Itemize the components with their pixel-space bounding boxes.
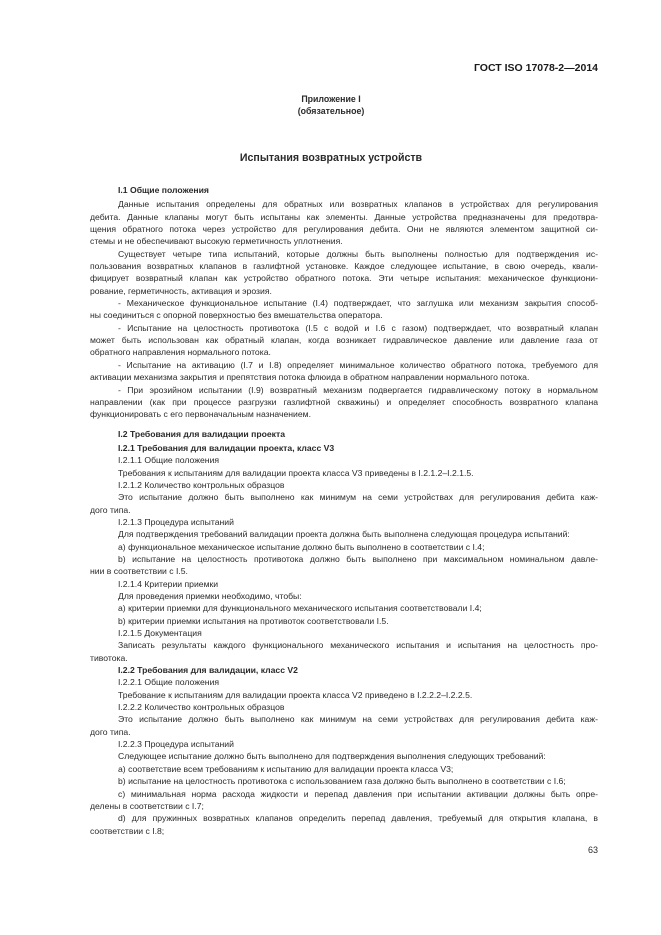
paragraph <box>90 676 598 688</box>
paragraph <box>90 541 598 553</box>
text-line: I.2.1.5 Документация <box>118 628 202 639</box>
paragraph <box>90 713 598 738</box>
text-line: делены в соответствии с I.7; <box>90 800 204 811</box>
section-heading <box>90 428 598 440</box>
text-line: - Испытание на целостность противотока (I.5 с водой и I.6 с газом) подтверждает, что возвратный клапан <box>118 322 598 333</box>
text-line: Для проведения приемки необходимо, чтобы: <box>118 591 302 601</box>
text-line: фицирует возвратный клапан как устройство обратного потока. Эти четыре испытания: механическое функциони- <box>90 273 598 284</box>
text-line: щения обратного потока через устройство для регулирования дебита. Они не являются элементом защитной си- <box>90 224 598 235</box>
text-line: I.2 Требования для валидации проекта <box>118 428 286 439</box>
text-line: b) критерии приемки испытания на противоток соответствовали I.5. <box>118 615 389 626</box>
page-number: 63 <box>587 845 598 855</box>
text-line: нии в соответствии с I.5. <box>90 566 188 577</box>
paragraph <box>90 775 598 787</box>
text-line: стемы и не обеспечивают высокую герметичность уплотнения. <box>90 236 343 247</box>
text-line: b) испытание на целостность противотока должно быть выполнено при максимальном номинальном давле- <box>118 553 598 564</box>
text-line: дого типа. <box>90 726 131 737</box>
text-line: I.1 Общие положения <box>118 185 209 195</box>
text-line: I.2.1.1 Общие положения <box>118 455 220 466</box>
text-line: I.2.2.3 Процедура испытаний <box>118 739 234 750</box>
annex-title: Приложение I <box>301 94 361 104</box>
subsection-heading <box>90 442 598 454</box>
text-line: ны соединиться с опорной поверхностью без вмешательства оператора. <box>90 310 383 321</box>
paragraph <box>90 750 598 762</box>
text-line: Требование к испытаниям для валидации проекта класса V2 приведено в I.2.2.2–I.2.2.5. <box>118 689 473 700</box>
text-line: рование, герметичность, активация и эрозия. <box>90 285 272 296</box>
text-line: I.2.1.4 Критерии приемки <box>118 578 219 589</box>
text-line: активации механизма закрытия и препятствия потока флюида в обратном направлении нормального потока. <box>90 372 530 383</box>
text-line: I.2.2 Требования для валидации, класс V2 <box>118 665 298 676</box>
text-line: a) функциональное механическое испытание должно быть выполнено в соответствии с I.4; <box>118 541 485 552</box>
paragraph <box>90 198 598 247</box>
paragraph <box>90 322 598 359</box>
annex-heading <box>90 93 572 117</box>
text-line: Это испытание должно быть выполнено как минимум на семи устройствах для регулирования дебита каж- <box>118 492 598 503</box>
subsection-heading <box>90 664 598 676</box>
paragraph <box>90 297 598 322</box>
text-line: Для подтверждения требований валидации проекта должна быть выполнена следующая процедура испытаний: <box>118 529 570 540</box>
paragraph <box>90 689 598 701</box>
text-line: Существует четыре типа испытаний, которые должны быть выполнены полностью для подтверждения ис- <box>118 248 598 259</box>
section-heading <box>90 184 598 196</box>
paragraph <box>90 615 598 627</box>
text-line: Записать результаты каждого функционального механического испытания и испытания на целостность про- <box>118 640 598 651</box>
text-line: направлении (как при процессе разгрузки газлифтной скважины) и определяет способность возвратного клапана <box>90 396 598 407</box>
paragraph <box>90 763 598 775</box>
annex-status: (обязательное) <box>297 106 365 116</box>
text-line: a) соответствие всем требованиям к испытанию для валидации проекта класса V3; <box>118 763 454 774</box>
text-line: d) для пружинных возвратных клапанов определить перепад давления, требуемый для открытия клапана, в <box>118 813 598 824</box>
text-line: обратного направления нормального потока. <box>90 347 271 358</box>
paragraph <box>90 491 598 516</box>
paragraph <box>90 738 598 750</box>
paragraph <box>90 528 598 540</box>
text-line: c) минимальная норма расхода жидкости и перепад давления при испытании активации должны быть опре- <box>118 788 598 799</box>
paragraph <box>90 454 598 466</box>
text-line: I.2.1.2 Количество контрольных образцов <box>118 479 285 490</box>
paragraph <box>90 553 598 578</box>
text-line: I.2.2.1 Общие положения <box>118 677 220 688</box>
text-line: Требования к испытаниям для валидации проекта класса V3 приведены в I.2.1.2–I.2.1.5. <box>118 467 474 478</box>
text-line: I.2.1 Требования для валидации проекта, класс V3 <box>118 442 335 453</box>
paragraph <box>90 359 598 384</box>
text-line: I.2.2.2 Количество контрольных образцов <box>118 702 285 713</box>
text-line: функционировать с его первоначальным назначением. <box>90 409 311 420</box>
paragraph <box>90 467 598 479</box>
paragraph <box>90 248 598 297</box>
text-line: соответствии с I.8; <box>90 825 165 836</box>
text-line: тивотока. <box>90 652 128 663</box>
paragraph <box>90 602 598 614</box>
page-title: Испытания возвратных устройств <box>239 152 423 164</box>
text-line: - При эрозийном испытании (I.9) возвратный механизм подвергается гидравлическому потоку в нормальном <box>118 384 598 395</box>
paragraph <box>90 627 598 639</box>
paragraph <box>90 578 598 590</box>
text-line: может быть использован как обратный клапан, когда возникает гидравлическое давление или давление газа от <box>90 335 598 346</box>
paragraph <box>90 479 598 491</box>
text-line: a) критерии приемки для функционального механического испытания соответствовали I.4; <box>118 603 482 614</box>
paragraph <box>90 590 598 602</box>
text-line: дого типа. <box>90 504 131 515</box>
text-line: I.2.1.3 Процедура испытаний <box>118 516 234 527</box>
paragraph <box>90 384 598 421</box>
text-line: - Испытание на активацию (I.7 и I.8) определяет минимальное количество обратного потока, требуемого для <box>118 359 598 370</box>
text-line: Это испытание должно быть выполнено как минимум на семи устройствах для регулирования дебита каж- <box>118 714 598 725</box>
paragraph <box>90 639 598 664</box>
paragraph <box>90 812 598 837</box>
paragraph <box>90 701 598 713</box>
text-line: дебита. Данные клапаны могут быть испытаны как элементы. Данные устройства предназначены для предотвра- <box>90 211 598 222</box>
text-line: пользования возвратных клапанов в газлифтной установке. Каждое следующее испытание, в свою очередь, квали- <box>90 261 598 272</box>
text-line: b) испытание на целостность противотока с использованием газа должно быть выполнено в соответствии с I.6; <box>118 776 566 787</box>
paragraph <box>90 516 598 528</box>
text-line: - Механическое функциональное испытание (I.4) подтверждает, что заглушка или механизм закрытия способ- <box>118 298 598 309</box>
text-line: Данные испытания определены для обратных или возвратных клапанов в устройствах для регулирования <box>118 199 598 210</box>
document-body <box>90 184 598 837</box>
standard-designation: ГОСТ ISO 17078-2—2014 <box>473 62 598 74</box>
text-line: Следующее испытание должно быть выполнено для подтверждения выполнения следующих требований: <box>118 751 546 762</box>
paragraph <box>90 788 598 813</box>
